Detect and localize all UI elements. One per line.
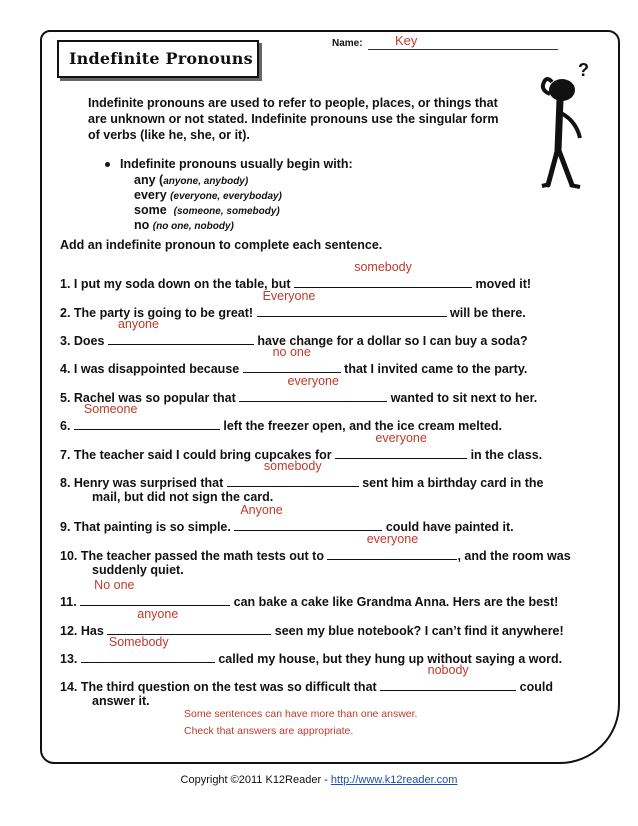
answer-text: Everyone [262, 289, 316, 303]
question-3: 3. Does anyone have change for a dollar so I can buy a soda? [60, 317, 528, 348]
answer-blank[interactable] [227, 459, 359, 487]
question-2: 2. The party is going to be great! Everyone will be there. [60, 289, 526, 320]
question-9: 9. That painting is so simple. Anyone could have painted it. [60, 503, 514, 534]
answer-text: No one [94, 578, 135, 592]
question-4: 4. I was disappointed because no one that I invited came to the party. [60, 345, 528, 376]
directions: Add an indefinite pronoun to complete each sentence. [60, 238, 383, 252]
svg-text:?: ? [578, 60, 589, 80]
answer-text: somebody [354, 260, 412, 274]
answer-blank[interactable] [80, 578, 230, 606]
question-5: 5. Rachel was so popular that everyone wanted to sit next to her. [60, 374, 538, 405]
question-7: 7. The teacher said I could bring cupcakes for everyone in the class. [60, 431, 543, 462]
thinking-figure-icon [520, 60, 610, 190]
name-underline [368, 49, 558, 50]
answer-blank[interactable] [234, 503, 382, 531]
answer-blank[interactable] [81, 635, 215, 663]
example-some: some (someone, somebody) [134, 203, 280, 217]
answer-text: Somebody [108, 635, 169, 649]
intro-paragraph: Indefinite pronouns are used to refer to people, places, or things that are unknown or not stated. Indefinite pronouns use the singular form of verbs (like he, she, or it). [88, 96, 499, 142]
copyright-text: Copyright ©2011 K12Reader - [180, 774, 331, 786]
answer-text: everyone [366, 532, 419, 546]
answer-text: everyone [375, 431, 427, 445]
answer-text: Someone [83, 402, 138, 416]
answer-note: Check that answers are appropriate. [184, 725, 354, 737]
question-10: 10. The teacher passed the math tests out to everyone , and the room was [60, 532, 571, 563]
question-14: 14. The third question on the test was so difficult that nobody could [60, 663, 553, 694]
title-box [57, 40, 259, 78]
answer-blank[interactable] [239, 374, 387, 402]
copyright-footer [0, 774, 638, 786]
answer-text: somebody [263, 459, 322, 473]
example-every: every (everyone, everyboday) [134, 188, 282, 202]
answer-blank[interactable] [108, 317, 254, 345]
question-10-continued: suddenly quiet. [92, 563, 184, 577]
bullet-text: Indefinite pronouns usually begin with: [120, 157, 353, 171]
answer-blank[interactable] [74, 402, 220, 430]
example-no: no (no one, nobody) [134, 218, 234, 232]
question-12: 12. Has anyone seen my blue notebook? I can’t find it anywhere! [60, 607, 564, 638]
answer-text: Anyone [240, 503, 283, 517]
answer-blank[interactable] [107, 607, 271, 635]
answer-blank[interactable] [327, 532, 457, 560]
question-11: 11. No one can bake a cake like Grandma Anna. Hers are the best! [60, 578, 559, 609]
question-1: 1. I put my soda down on the table, but somebody moved it! [60, 260, 532, 291]
answer-text: anyone [117, 317, 159, 331]
page-title: Indefinite Pronouns [69, 49, 253, 68]
answer-note: Some sentences can have more than one answer. [184, 708, 418, 720]
answer-blank[interactable] [257, 289, 447, 317]
question-8-continued: mail, but did not sign the card. [92, 490, 274, 504]
answer-text: anyone [137, 607, 179, 621]
answer-blank[interactable] [335, 431, 467, 459]
website-link[interactable]: http://www.k12reader.com [330, 774, 458, 786]
question-6: 6. Someone left the freezer open, and the ice cream melted. [60, 402, 502, 433]
name-value: Key [395, 33, 418, 48]
answer-text: no one [272, 345, 311, 359]
answer-blank[interactable] [380, 663, 516, 691]
bullet-dot-icon [105, 162, 110, 167]
answer-text: everyone [287, 374, 339, 388]
example-any: any (anyone, anybody) [134, 173, 249, 187]
answer-blank[interactable] [243, 345, 341, 373]
answer-text: nobody [427, 663, 469, 677]
question-13: 13. Somebody called my house, but they hung up without saying a word. [60, 635, 563, 666]
bullet-item [105, 157, 353, 171]
name-label: Name: [332, 38, 363, 49]
answer-blank[interactable] [294, 260, 472, 288]
question-14-continued: answer it. [92, 694, 150, 708]
question-8: 8. Henry was surprised that somebody sent him a birthday card in the [60, 459, 544, 490]
